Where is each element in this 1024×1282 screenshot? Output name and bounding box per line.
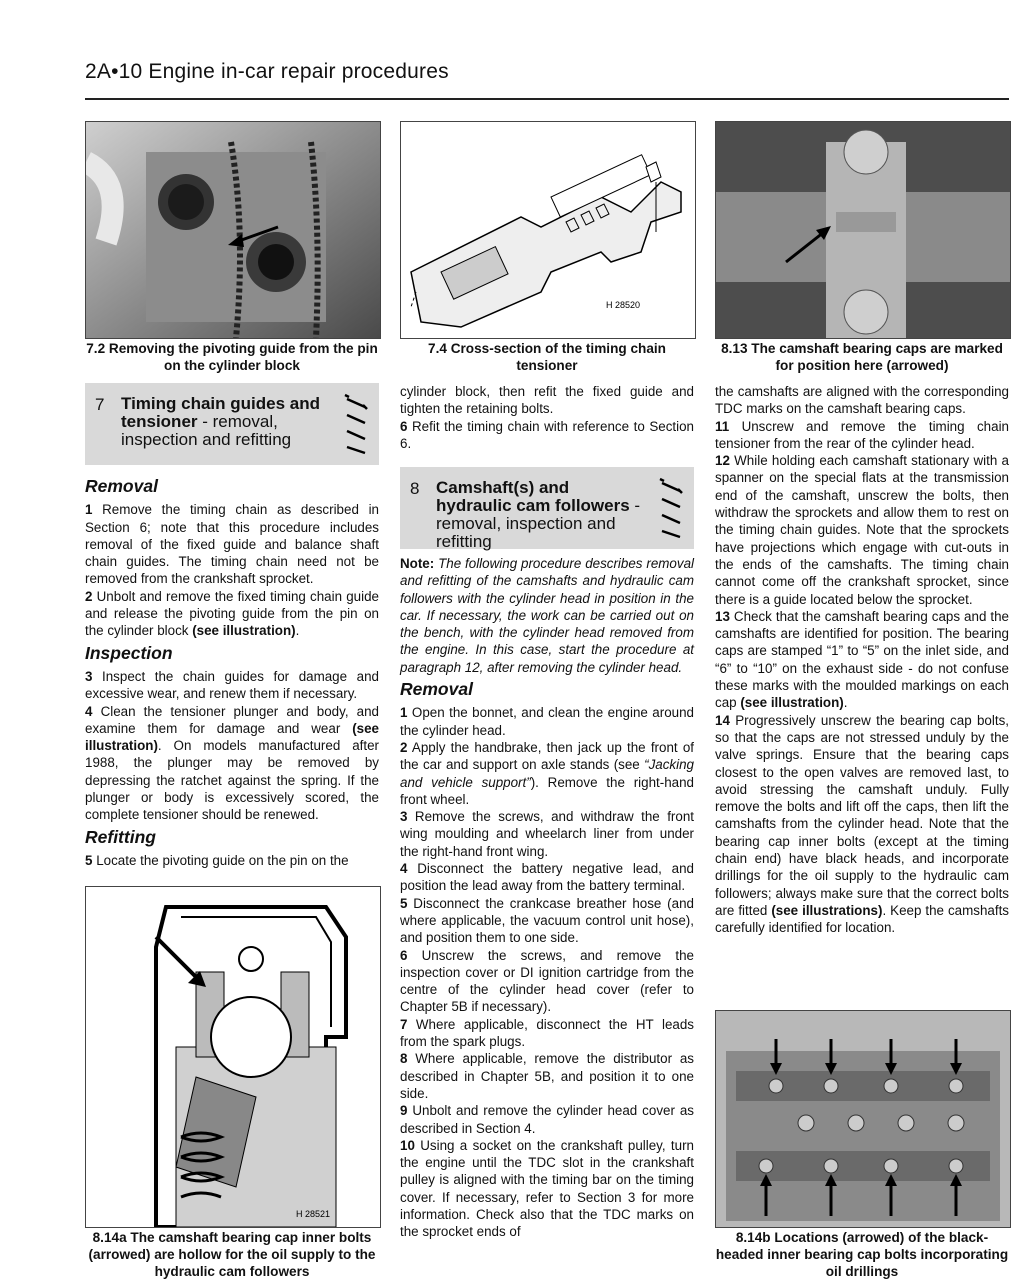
- middle-column-top: [400, 383, 694, 452]
- paragraph-8-7: 7 Where applicable, disconnect the HT leads from the spark plugs.: [400, 1016, 694, 1050]
- paragraph-8-5: 5 Disconnect the crankcase breather hose (and where applicable, the vacuum control unit hose), and position them to one side.: [400, 895, 694, 946]
- paragraph-8-3: 3 Remove the screws, and withdraw the front wing moulding and wheelarch liner from under the right-hand front wing.: [400, 809, 694, 859]
- photo-8-14b-image: [716, 1011, 1010, 1227]
- tensioner-cross-section-drawing: [401, 122, 695, 338]
- right-column: [715, 383, 1009, 937]
- caption-8-13: 8.13 The camshaft bearing caps are marked for position here (arrowed): [721, 341, 1003, 373]
- photo-7-2: [85, 121, 381, 339]
- section-number: 7: [95, 395, 105, 414]
- paragraph-8-1: 1 Open the bonnet, and clean the engine around the cylinder head.: [400, 705, 694, 738]
- paragraph-8-9: 9 Unbolt and remove the cylinder head cover as described in Section 4.: [400, 1103, 694, 1136]
- paragraph-8-6: 6 Unscrew the screws, and remove the inspection cover or DI ignition cartridge from the centre of the cylinder head cover (refer to Chapter 5B if necessary).: [400, 947, 694, 1015]
- paragraph-7-1: 1 Remove the timing chain as described in Section 6; note that this procedure includes removal of the fixed guide and balance shaft chain guides. The timing chain need not be removed from the crankshaft sprocket.: [85, 502, 379, 587]
- section-number: 8: [410, 479, 420, 498]
- paragraph-7-4: 4 Clean the tensioner plunger and body, and examine them for damage and wear (see illustration). On models manufactured after 1988, the plunger may be removed by depressing the ratchet against the spring. If the plunger or body is excessively scored, the complete tensioner should be renewed.: [85, 703, 379, 823]
- caption-7-2: 7.2 Removing the pivoting guide from the pin on the cylinder block: [86, 341, 378, 373]
- paragraph-7-6: 6 Refit the timing chain with reference to Section 6.: [400, 418, 694, 451]
- paragraph-7-2: 2 Unbolt and remove the fixed timing chain guide and release the pivoting guide from the pin on the cylinder block (see illustration).: [85, 588, 379, 639]
- section-8-heading: [400, 467, 694, 549]
- photo-8-13-image: [716, 122, 1010, 338]
- caption-7-4: 7.4 Cross-section of the timing chain tensioner: [428, 341, 666, 373]
- section-title: Timing chain guides and tensioner - removal, inspection and refitting: [121, 394, 320, 449]
- section-title: Camshaft(s) and hydraulic cam followers - removal, inspection and refitting: [436, 478, 641, 551]
- caption-8-14b: 8.14b Locations (arrowed) of the black-headed inner bearing cap bolts incorporating oil drillings: [715, 1230, 1009, 1279]
- photo-8-13: [715, 121, 1011, 339]
- note-paragraph: Note: The following procedure describes removal and refitting of the camshafts and hydraulic cam followers with the cylinder head in position in the car. If necessary, the work can be carried out on the bench, with the cylinder head removed from the engine. In this case, start the procedure at paragraph 12, after removing the cylinder head.: [400, 556, 694, 675]
- caption-8-14a: 8.14a The camshaft bearing cap inner bolts (arrowed) are hollow for the oil supply to the hydraulic cam followers: [88, 1230, 376, 1279]
- paragraph-7-3: 3 Inspect the chain guides for damage and excessive wear, and renew them if necessary.: [85, 668, 379, 702]
- subheading-removal: Removal: [400, 679, 473, 700]
- paragraph-8-2: 2 Apply the handbrake, then jack up the front of the car and support on axle stands (see “Jacking and vehicle support”). Remove the right-hand front wheel.: [400, 739, 694, 807]
- middle-column: [400, 555, 694, 1241]
- section-7-heading: [85, 383, 379, 465]
- subheading-removal: Removal: [85, 476, 158, 496]
- bearing-cap-cross-section-drawing: [86, 887, 380, 1227]
- diagram-ref-label: H 28521: [296, 1209, 331, 1219]
- paragraph-8-11: 11 Unscrew and remove the timing chain tensioner from the rear of the cylinder head.: [715, 418, 1009, 451]
- paragraph-8-4: 4 Disconnect the battery negative lead, and position the lead away from the battery terminal.: [400, 861, 694, 894]
- photo-8-14b: [715, 1010, 1011, 1228]
- difficulty-spanner-icon: [341, 391, 371, 462]
- paragraph-8-10: 10 Using a socket on the crankshaft pulley, turn the engine until the TDC slot in the crankshaft pulley is aligned with the timing bar on the timing cover. If necessary, refer to Section 3 for more information. Check also that the TDC marks on the sprocket ends of: [400, 1137, 694, 1240]
- paragraph-7-5: 5 Locate the pivoting guide on the pin on the: [85, 852, 349, 868]
- difficulty-spanner-icon: [656, 475, 686, 546]
- subheading-inspection: Inspection: [85, 642, 173, 663]
- subheading-refitting: Refitting: [85, 826, 156, 847]
- diagram-7-4: [400, 121, 696, 339]
- paragraph-7-5-continued: cylinder block, then refit the fixed guide and tighten the retaining bolts.: [400, 384, 694, 417]
- paragraph-8-13: 13 Check that the camshaft bearing caps and the camshafts are identified for position. The bearing caps are stamped “1” to “5” on the inlet side, and “6” to “10” on the exhaust side - do not confuse these marks with the moulded markings on each cap (see illustration).: [715, 608, 1009, 711]
- photo-7-2-image: [86, 122, 380, 338]
- paragraph-8-10-continued: the camshafts are aligned with the corresponding TDC marks on the camshaft bearing caps.: [715, 384, 1009, 417]
- diagram-ref-label: H 28520: [606, 300, 641, 310]
- running-header: 2A•10 Engine in-car repair procedures: [85, 60, 449, 83]
- paragraph-8-14: 14 Progressively unscrew the bearing cap bolts, so that the caps are not stressed unduly by the valve springs. Ensure that the bearing caps closest to the open valves are removed last, to avoid stressing the camshaft unduly. Fully remove the bolts and lift off the caps, then lift the camshafts from the cylinder head. Note that the bearing cap inner bolts (except at the timing chain end) have black heads, and incorporate drillings for the oil supply to the hydraulic cam followers; always make sure that the correct bolts are fitted (see illustrations). Keep the camshafts carefully identified for location.: [715, 712, 1009, 936]
- paragraph-8-12: 12 While holding each camshaft stationary with a spanner on the special flats at the transmission end of the camshaft, unscrew the bolts, then withdraw the sprockets and allow them to rest on the timing chain guides. Note that the sprockets have projections which engage with cut-outs in the ends of the camshafts. The timing chain cannot come off the crankshaft sprocket, since there is a guide located below the sprocket.: [715, 453, 1009, 607]
- header-rule: [85, 98, 1009, 100]
- diagram-8-14a: [85, 886, 381, 1228]
- paragraph-8-8: 8 Where applicable, remove the distributor as described in Chapter 5B, and position it to one side.: [400, 1051, 694, 1101]
- left-column: [85, 478, 379, 869]
